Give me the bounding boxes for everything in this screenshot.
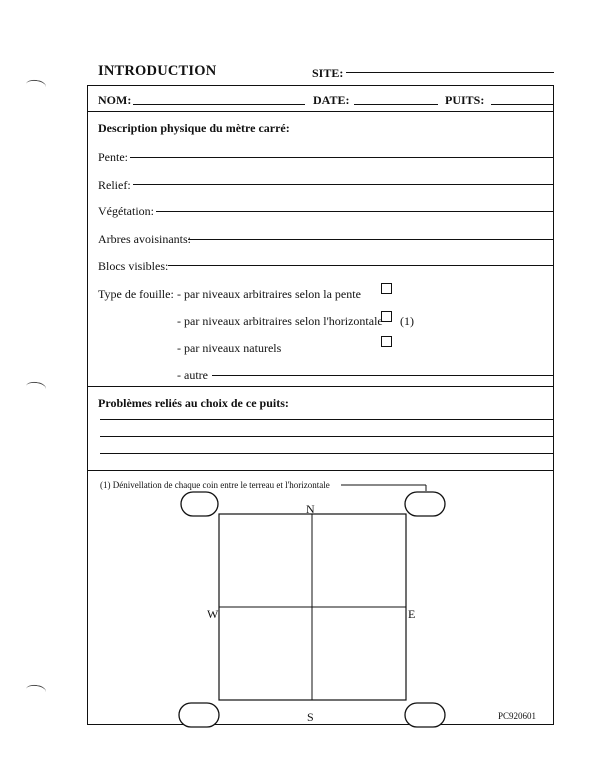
fouille-option-horizontale: - par niveaux arbitraires selon l'horizontale — [177, 314, 383, 328]
sw-corner-oval — [179, 703, 219, 727]
pente-label: Pente: — [98, 150, 128, 164]
form-code: PC920601 — [498, 711, 537, 721]
fouille-option-autre: - autre — [177, 368, 208, 382]
se-corner-oval — [405, 703, 445, 727]
ne-corner-oval — [405, 492, 445, 516]
south-label: S — [307, 710, 314, 724]
arbres-label: Arbres avoisinants: — [98, 232, 191, 246]
east-label: E — [408, 607, 416, 621]
blocs-label: Blocs visibles: — [98, 259, 169, 273]
site-label: SITE: — [312, 66, 344, 80]
problemes-heading: Problèmes reliés au choix de ce puits: — [98, 396, 289, 410]
north-label: N — [306, 502, 315, 516]
nw-corner-oval — [181, 492, 218, 516]
puits-label: PUITS: — [445, 93, 485, 107]
date-label: DATE: — [313, 93, 350, 107]
vegetation-label: Végétation: — [98, 204, 154, 218]
diagram-note: (1) Dénivellation de chaque coin entre le terreau et l'horizontale — [100, 480, 330, 490]
description-heading: Description physique du mètre carré: — [98, 121, 290, 135]
footnote-marker: (1) — [400, 314, 414, 328]
page-title: INTRODUCTION — [98, 63, 217, 79]
west-label: W — [207, 607, 219, 621]
nom-label: NOM: — [98, 93, 132, 107]
fouille-label: Type de fouille: — [98, 287, 174, 301]
fouille-option-naturels: - par niveaux naturels — [177, 341, 282, 355]
fouille-option-pente: - par niveaux arbitraires selon la pente — [177, 287, 361, 301]
relief-label: Relief: — [98, 178, 131, 192]
